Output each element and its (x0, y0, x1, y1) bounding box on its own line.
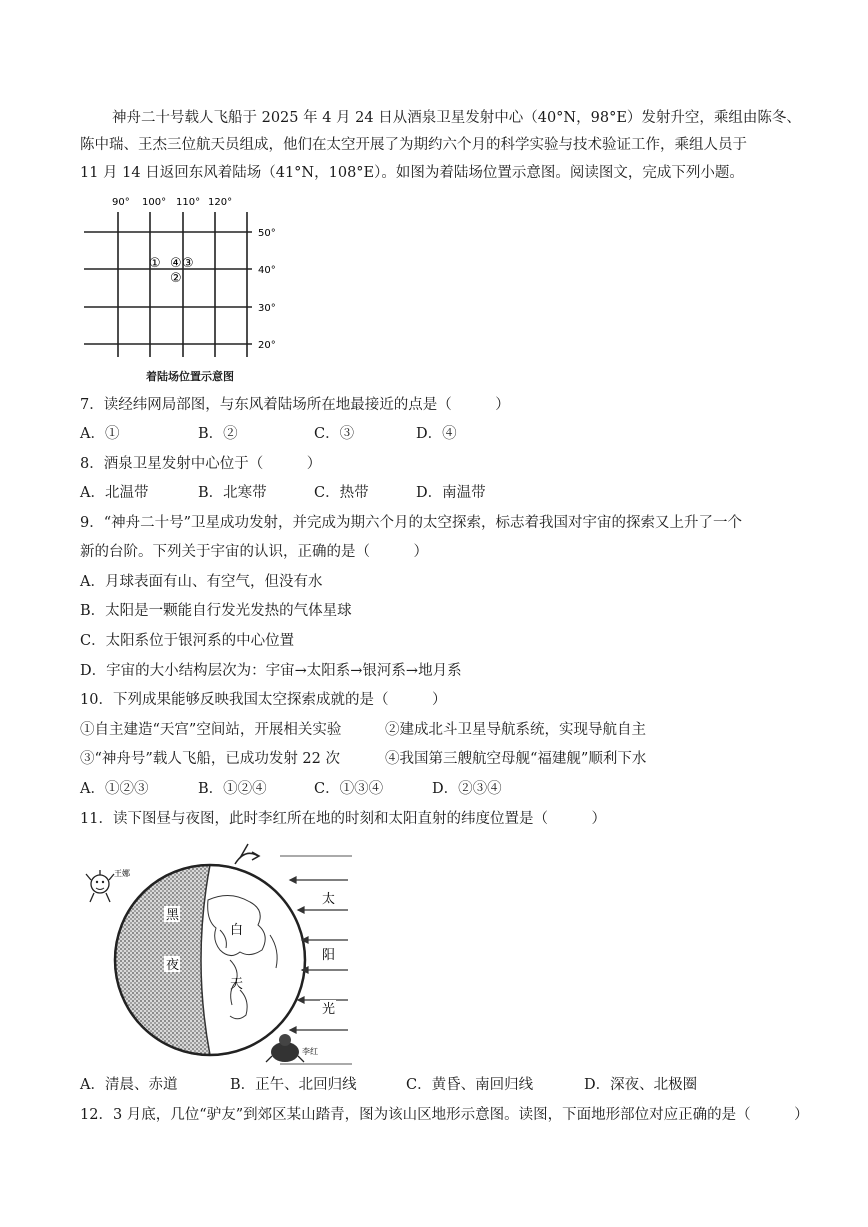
sun-char-3: 光 (322, 1002, 336, 1017)
person-lihong-icon (266, 1034, 304, 1062)
person-wangna-icon (86, 870, 114, 902)
day-night-globe-figure (80, 840, 360, 1068)
q10-option-d: D．②③④ (432, 781, 502, 797)
sun-char-1: 太 (322, 892, 336, 907)
night-char-2: 夜 (166, 958, 180, 973)
grid-map-caption: 着陆场位置示意图 (146, 370, 234, 383)
q11-option-c: C．黄昏、南回归线 (406, 1077, 534, 1093)
sun-char-2: 阳 (322, 948, 336, 963)
landing-site-grid-map (80, 192, 280, 367)
q11-option-a: A．清晨、赤道 (80, 1077, 178, 1093)
q9-option-d: D．宇宙的大小结构层次为：宇宙→太阳系→银河系→地月系 (80, 663, 462, 679)
q9-stem-1: 9．“神舟二十号”卫星成功发射，并完成为期六个月的太空探索，标志着我国对宇宙的探索又上升了一个 (80, 515, 743, 531)
q10-item-4: ④我国第三艘航空母舰“福建舰”顺利下水 (385, 751, 647, 767)
intro-line-1: 神舟二十号载人飞船于 2025 年 4 月 24 日从酒泉卫星发射中心（40°N，98°E）发射升空，乘组由陈冬、 (112, 110, 801, 126)
night-char-1: 黑 (166, 908, 180, 923)
q8-option-a: A．北温带 (80, 485, 149, 501)
q7-option-b: B．② (198, 426, 238, 442)
point-2: ② (170, 271, 182, 286)
q11-stem: 11．读下图昼与夜图，此时李红所在地的时刻和太阳直射的纬度位置是（ ） (80, 811, 606, 827)
q10-option-b: B．①②④ (198, 781, 267, 797)
q11-option-d: D．深夜、北极圈 (584, 1077, 698, 1093)
q12-stem: 12．3 月底，几位“驴友”到郊区某山踏青，图为该山区地形示意图。读图，下面地形部位对应正确的是（ ） (80, 1107, 809, 1123)
q9-option-b: B．太阳是一颗能自行发光发热的气体星球 (80, 603, 352, 619)
q10-stem: 10．下列成果能够反映我国太空探索成就的是（ ） (80, 692, 447, 708)
q7-option-d: D．④ (416, 426, 457, 442)
lon-label-110: 110° (176, 197, 201, 208)
lat-label-30: 30° (258, 303, 276, 314)
q7-option-a: A．① (80, 426, 120, 442)
q10-option-c: C．①③④ (314, 781, 384, 797)
person-bottom-label: 李红 (302, 1047, 318, 1056)
q10-item-2: ②建成北斗卫星导航系统，实现导航自主 (385, 722, 646, 738)
q8-option-d: D．南温带 (416, 485, 486, 501)
q8-stem: 8．酒泉卫星发射中心位于（ ） (80, 456, 322, 472)
lat-label-50: 50° (258, 228, 276, 239)
q10-item-1: ①自主建造“天宫”空间站，开展相关实验 (80, 722, 342, 738)
q10-item-3: ③“神舟号”载人飞船，已成功发射 22 次 (80, 751, 340, 767)
q7-option-c: C．③ (314, 426, 355, 442)
q10-option-a: A．①②③ (80, 781, 149, 797)
lon-label-100: 100° (142, 197, 167, 208)
q9-option-a: A．月球表面有山、有空气，但没有水 (80, 574, 323, 590)
q8-option-c: C．热带 (314, 485, 369, 501)
point-4: ④ (170, 256, 182, 271)
point-3: ③ (182, 256, 194, 271)
intro-line-2: 陈中瑞、王杰三位航天员组成，他们在太空开展了为期约六个月的科学实验与技术验证工作，乘组人员于 (80, 137, 747, 153)
day-char-1: 白 (230, 923, 244, 938)
q7-stem: 7．读经纬网局部图，与东风着陆场所在地最接近的点是（ ） (80, 397, 510, 413)
intro-line-3: 11 月 14 日返回东风着陆场（41°N，108°E）。如图为着陆场位置示意图。阅读图文，完成下列小题。 (80, 165, 744, 181)
lat-label-40: 40° (258, 265, 276, 276)
point-1: ① (149, 256, 161, 271)
day-char-2: 天 (230, 977, 244, 992)
q9-option-c: C．太阳系位于银河系的中心位置 (80, 633, 295, 649)
q11-option-b: B．正午、北回归线 (230, 1077, 357, 1093)
person-top-label: 王娜 (114, 869, 130, 878)
lon-label-90: 90° (112, 197, 130, 208)
q8-option-b: B．北寒带 (198, 485, 267, 501)
q9-stem-2: 新的台阶。下列关于宇宙的认识，正确的是（ ） (80, 544, 428, 560)
night-hemisphere (115, 865, 210, 1055)
lat-label-20: 20° (258, 340, 276, 351)
lon-label-120: 120° (208, 197, 233, 208)
